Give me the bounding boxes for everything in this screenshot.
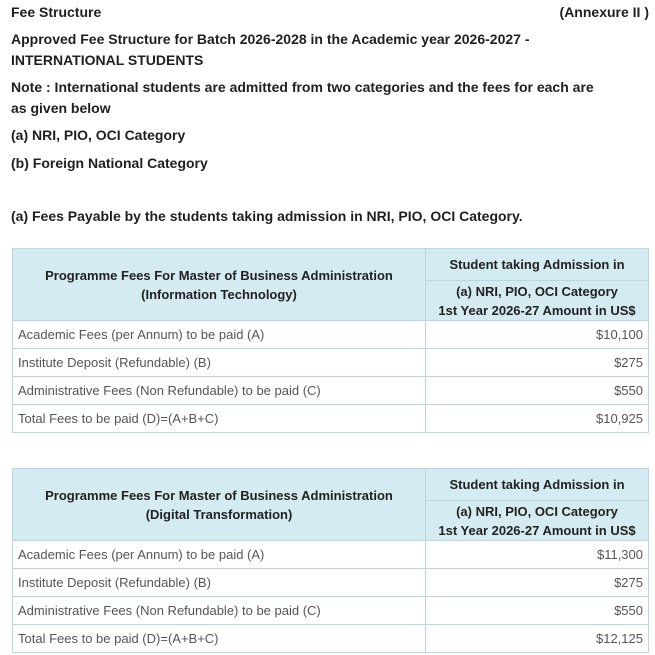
page-title: Fee Structure	[11, 4, 102, 20]
fee-label: Academic Fees (per Annum) to be paid (A)	[13, 321, 426, 349]
fee-label: Academic Fees (per Annum) to be paid (A)	[13, 541, 426, 569]
category-year-header	[426, 281, 649, 321]
fee-amount: $550	[426, 377, 649, 405]
fee-label: Total Fees to be paid (D)=(A+B+C)	[13, 405, 426, 433]
fee-amount: $275	[426, 569, 649, 597]
fee-label: Administrative Fees (Non Refundable) to be paid (C)	[13, 597, 426, 625]
table-row	[13, 625, 649, 653]
table-row	[13, 541, 649, 569]
table-row	[13, 321, 649, 349]
programme-line2: (Information Technology)	[141, 286, 297, 302]
note-text: Note : International students are admitted from two categories and the fees for each are as given below	[11, 79, 594, 116]
category-line: (a) NRI, PIO, OCI Category	[456, 503, 618, 519]
fee-label: Total Fees to be paid (D)=(A+B+C)	[13, 625, 426, 653]
fee-label: Institute Deposit (Refundable) (B)	[13, 569, 426, 597]
section-heading: (a) Fees Payable by the students taking admission in NRI, PIO, OCI Category.	[11, 208, 523, 224]
programme-header	[13, 249, 426, 321]
table-row	[13, 349, 649, 377]
fee-label: Institute Deposit (Refundable) (B)	[13, 349, 426, 377]
table-row	[13, 569, 649, 597]
admission-header: Student taking Admission in	[426, 249, 649, 281]
year-line: 1st Year 2026-27 Amount in US$	[438, 522, 636, 538]
fee-amount: $11,300	[426, 541, 649, 569]
title-row	[11, 2, 649, 22]
programme-line2: (Digital Transformation)	[145, 506, 293, 522]
fee-label: Administrative Fees (Non Refundable) to be paid (C)	[13, 377, 426, 405]
fee-amount: $10,925	[426, 405, 649, 433]
programme-line1: Programme Fees For Master of Business Administration	[45, 267, 393, 283]
programme-header	[13, 469, 426, 541]
fee-table-it	[12, 248, 649, 433]
table-row	[13, 405, 649, 433]
fee-amount: $275	[426, 349, 649, 377]
year-line: 1st Year 2026-27 Amount in US$	[438, 302, 636, 318]
category-line: (a) NRI, PIO, OCI Category	[456, 283, 618, 299]
table-row	[13, 377, 649, 405]
programme-line1: Programme Fees For Master of Business Administration	[45, 487, 393, 503]
fee-amount: $12,125	[426, 625, 649, 653]
fee-table-dt	[12, 468, 649, 653]
category-year-header	[426, 501, 649, 541]
fee-amount: $10,100	[426, 321, 649, 349]
admission-header: Student taking Admission in	[426, 469, 649, 501]
table-row	[13, 597, 649, 625]
category-a: (a) NRI, PIO, OCI Category	[11, 127, 186, 143]
category-b: (b) Foreign National Category	[11, 155, 208, 171]
approved-fee-statement: Approved Fee Structure for Batch 2026-2028 in the Academic year 2026-2027 - INTERNATIONAL STUDENTS	[11, 31, 530, 68]
annexure-label: (Annexure II )	[559, 4, 649, 20]
fee-amount: $550	[426, 597, 649, 625]
